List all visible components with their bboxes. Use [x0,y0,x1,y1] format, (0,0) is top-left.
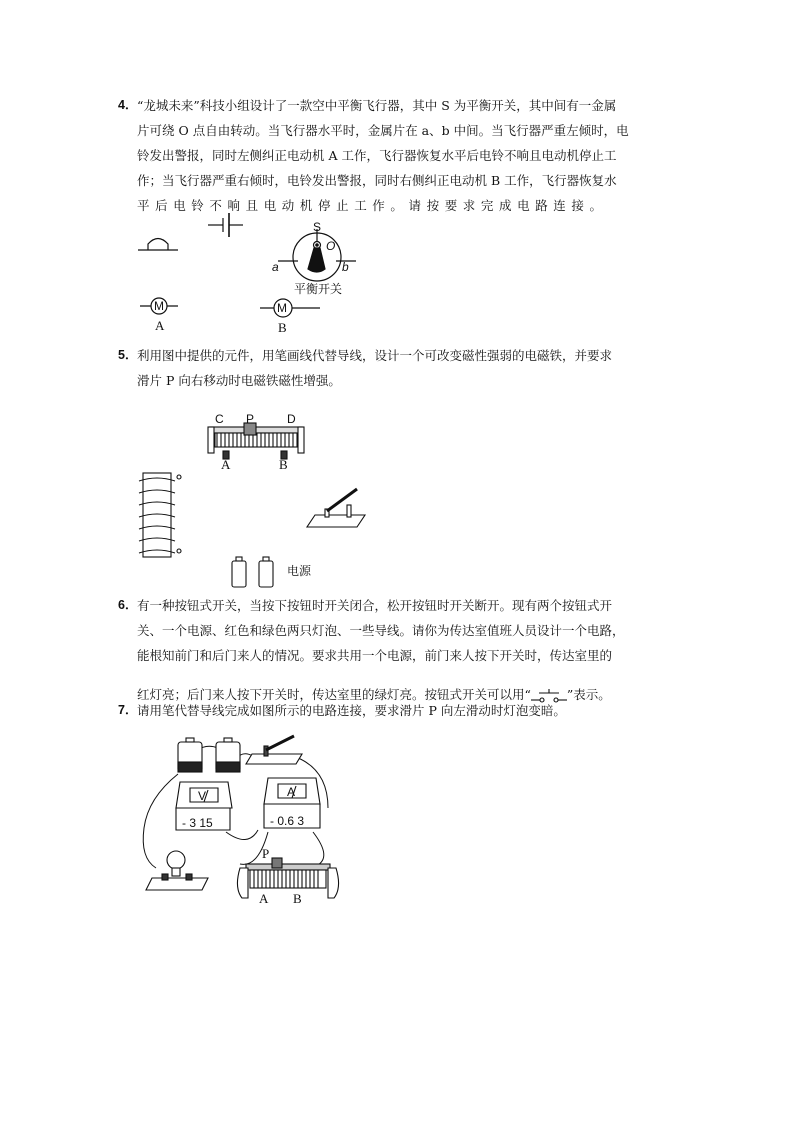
rheostat [237,858,338,898]
question-text-line: 关、一个电源、红色和绿色两只灯泡、一些导线。请你为传达室值班人员设计一个电路， [137,623,625,638]
figure-circuit-apparatus [138,728,368,906]
motor-a-label: A [155,318,165,333]
rheostat-label-B: B [293,891,302,906]
question-number: 6． [118,598,138,612]
motor-b-label: B [278,320,287,335]
battery-symbol [208,213,243,237]
question-6 [118,593,686,707]
question-text-line: 利用图中提供的元件，用笔画线代替导线，设计一个可改变磁性强弱的电磁铁，并要求 [137,348,613,363]
voltmeter-symbol: V [198,789,207,803]
label-A: A [221,457,231,472]
question-text-line: 铃发出警报，同时左侧纠正电动机 A 工作，飞行器恢复水平后电铃不响且电动机停止工 [137,148,617,163]
question-text-line: 请用笔代替导线完成如图所示的电路连接，要求滑片 P 向左滑动时灯泡变暗。 [137,703,566,718]
question-7 [118,698,686,723]
battery-cells [178,738,240,772]
label-P: P [246,412,255,426]
voltmeter-terminals: - 3 15 [182,816,213,830]
question-number: 7． [118,703,138,717]
label-a: a [272,260,279,274]
label-C: C [215,412,224,426]
question-text-line: 能根知前门和后门来人的情况。要求共用一个电源，前门来人按下开关时，传达室里的 [137,648,613,663]
light-bulb [146,851,208,890]
question-text-line: 作；当飞行器严重右倾时，电铃发出警报，同时右侧纠正电动机 B 工作，飞行器恢复水 [137,173,617,188]
power-caption: 电源 [287,564,312,578]
question-text-line: 片可绕 O 点自由转动。当飞行器水平时，金属片在 a、b 中间。当飞行器严重左倾时，电 [137,123,629,138]
label-O: O [326,239,336,253]
electromagnet-coil [139,473,181,557]
ammeter-terminals: - 0.6 3 [270,814,305,828]
question-text-segment: ”表示。 [566,687,611,702]
label-S: S [313,220,322,234]
rheostat-label-P: P [262,846,270,861]
ammeter-symbol: A [287,785,296,799]
question-text-line: “龙城未来”科技小组设计了一款空中平衡飞行器，其中 S 为平衡开关，其中间有一金属 [137,98,617,113]
question-4 [118,93,686,218]
question-text-line: 滑片 P 向右移动时电磁铁磁性增强。 [137,373,341,388]
knife-switch [307,489,365,527]
label-b: b [342,260,349,274]
rheostat [208,423,304,459]
question-number: 4． [118,98,138,112]
knife-switch [246,736,302,764]
question-number: 5． [118,348,138,362]
figure-balance-circuit [130,205,350,340]
figure-electromagnet [135,405,365,590]
motor-b-symbol-text: M [277,301,287,315]
motor-a-symbol-text: M [154,299,164,313]
label-D: D [287,412,296,426]
question-5 [118,343,686,393]
rheostat-label-A: A [259,891,269,906]
question-text-segment: 红灯亮；后门来人按下开关时，传达室里的绿灯亮。按钮式开关可以用“ [137,687,531,702]
question-text-line: 平后电铃不响且电动机停止工作。请按要求完成电路连接。 [137,198,608,213]
question-text-line: 有一种按钮式开关，当按下按钮时开关闭合，松开按钮时开关断开。现有两个按钮式开 [137,598,613,613]
balance-switch-caption: 平衡开关 [294,282,343,296]
power-cells [232,557,273,587]
bell-symbol [138,239,178,251]
motor-b-symbol [260,299,320,317]
label-B: B [279,457,288,472]
